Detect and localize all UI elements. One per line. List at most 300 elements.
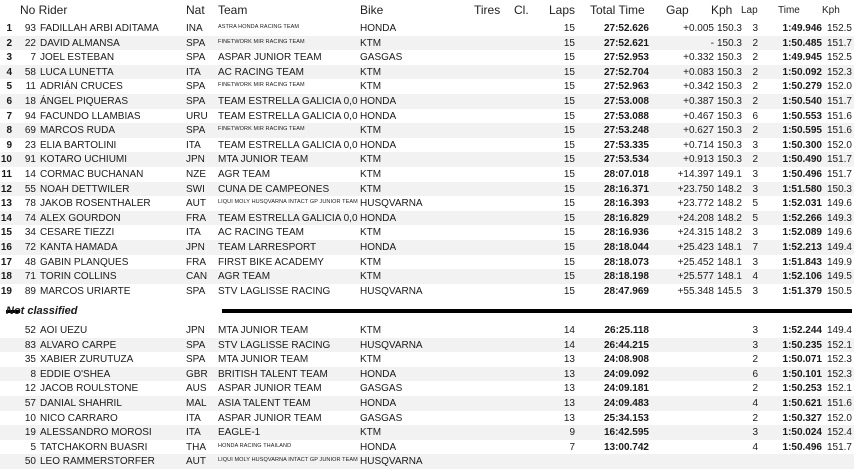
table-row[interactable] <box>0 21 854 36</box>
team-cell: LIQUI MOLY HUSQVARNA INTACT GP JUNIOR TEAM <box>218 199 358 206</box>
rider-name-cell: AOI UEZU <box>40 325 88 336</box>
rider-number-cell: 23 <box>24 139 36 151</box>
best-lap-time-cell: 1:50.235 <box>782 339 822 351</box>
header-nat: Nat <box>186 3 205 17</box>
speed-cell: 150.3 <box>716 110 742 122</box>
rider-name-cell: FACUNDO LLAMBIAS <box>40 110 141 122</box>
position-cell: 18 <box>0 271 12 283</box>
best-lap-number-cell: 2 <box>752 52 758 64</box>
best-lap-time-cell: 1:52.031 <box>782 198 822 210</box>
laps-cell: 7 <box>569 441 575 453</box>
laps-cell: 15 <box>563 242 575 253</box>
table-row[interactable] <box>0 167 854 182</box>
position-cell: 10 <box>0 154 12 166</box>
team-cell: EAGLE-1 <box>218 427 261 439</box>
rider-name-cell: JOEL ESTEBAN <box>40 52 115 64</box>
total-time-cell: 27:52.953 <box>603 52 649 64</box>
best-lap-speed-cell: 152.1 <box>826 339 852 351</box>
total-time-cell: 24:09.092 <box>603 368 649 380</box>
bike-cell: KTM <box>360 256 382 268</box>
total-time-cell: 16:42.595 <box>603 427 649 439</box>
best-lap-time-cell: 1:50.092 <box>782 66 822 78</box>
team-cell: STV LAGLISSE RACING <box>218 285 331 297</box>
rider-number-cell: 71 <box>24 271 36 283</box>
bike-cell: GASGAS <box>360 412 403 424</box>
best-lap-number-cell: 2 <box>752 154 758 166</box>
header-lap: Lap <box>741 5 758 16</box>
best-lap-time-cell: 1:50.327 <box>782 412 822 424</box>
header-tires: Tires <box>474 3 501 17</box>
table-row[interactable] <box>0 338 854 353</box>
speed-cell: 150.3 <box>716 23 742 34</box>
total-time-cell: 24:09.181 <box>603 383 649 395</box>
nationality-cell: MAL <box>186 398 207 409</box>
speed-cell: 148.2 <box>716 198 742 210</box>
position-cell: 2 <box>6 37 12 49</box>
best-lap-number-cell: 3 <box>752 427 758 439</box>
table-row[interactable] <box>0 79 854 94</box>
team-cell: MTA JUNIOR TEAM <box>218 154 309 166</box>
position-cell: 8 <box>6 125 12 137</box>
best-lap-speed-cell: 151.7 <box>826 441 852 453</box>
bike-cell: KTM <box>360 66 382 78</box>
best-lap-number-cell: 2 <box>752 383 758 395</box>
laps-cell: 15 <box>563 183 575 195</box>
speed-cell: 149.1 <box>716 169 742 180</box>
gap-cell: - <box>710 37 714 49</box>
table-row[interactable] <box>0 94 854 109</box>
laps-cell: 15 <box>563 125 575 137</box>
best-lap-time-cell: 1:50.024 <box>782 427 822 439</box>
table-row[interactable] <box>0 182 854 197</box>
best-lap-speed-cell: 152.5 <box>826 52 852 64</box>
header-best-kph: Kph <box>822 5 840 16</box>
best-lap-time-cell: 1:49.946 <box>782 23 822 34</box>
rider-name-cell: ALVARO CARPE <box>40 339 117 351</box>
team-cell: AGR TEAM <box>218 169 271 180</box>
table-row[interactable] <box>0 454 854 469</box>
rider-number-cell: 91 <box>24 154 36 166</box>
rider-name-cell: MARCOS RUDA <box>40 125 116 137</box>
laps-cell: 13 <box>563 383 575 395</box>
position-cell: 5 <box>6 81 12 93</box>
total-time-cell: 26:44.215 <box>603 339 649 351</box>
nationality-cell: SPA <box>186 37 206 49</box>
nationality-cell: AUT <box>186 456 206 468</box>
speed-cell: 148.2 <box>716 227 742 239</box>
table-row[interactable] <box>0 440 854 455</box>
bike-cell: KTM <box>360 354 382 366</box>
rider-number-cell: 5 <box>30 441 36 453</box>
team-cell: ASPAR JUNIOR TEAM <box>218 383 322 395</box>
laps-cell: 9 <box>569 427 575 439</box>
rider-name-cell: NOAH DETTWILER <box>40 183 130 195</box>
not-classified-divider <box>222 309 852 313</box>
table-row[interactable] <box>0 352 854 367</box>
total-time-cell: 27:52.621 <box>603 37 649 49</box>
best-lap-time-cell: 1:50.253 <box>782 383 822 395</box>
nationality-cell: GBR <box>186 368 208 380</box>
team-cell: MTA JUNIOR TEAM <box>218 354 309 366</box>
table-row[interactable] <box>0 367 854 382</box>
nationality-cell: JPN <box>186 325 205 336</box>
best-lap-time-cell: 1:50.101 <box>782 368 822 380</box>
rider-name-cell: DANIAL SHAHRIL <box>40 398 122 409</box>
laps-cell: 13 <box>563 412 575 424</box>
position-cell: 3 <box>6 52 12 64</box>
total-time-cell: 25:34.153 <box>603 412 649 424</box>
speed-cell: 150.3 <box>716 66 742 78</box>
rider-name-cell: DAVID ALMANSA <box>40 37 120 49</box>
team-cell: FINETWORK MIR RACING TEAM <box>218 82 305 89</box>
total-time-cell: 28:16.393 <box>603 198 649 210</box>
team-cell: AC RACING TEAM <box>218 227 304 239</box>
best-lap-time-cell: 1:52.244 <box>782 325 822 336</box>
laps-cell: 15 <box>563 198 575 210</box>
table-row[interactable] <box>0 152 854 167</box>
nationality-cell: SWI <box>186 183 205 195</box>
laps-cell: 13 <box>563 368 575 380</box>
laps-cell: 13 <box>563 398 575 409</box>
table-row[interactable] <box>0 211 854 226</box>
nationality-cell: FRA <box>186 212 206 224</box>
bike-cell: HONDA <box>360 110 397 122</box>
nationality-cell: INA <box>186 23 203 34</box>
gap-cell: +0.342 <box>683 81 714 93</box>
header-no-rider: No Rider <box>20 3 68 17</box>
team-cell: HONDA RACING THAILAND <box>218 442 292 449</box>
nationality-cell: SPA <box>186 354 206 366</box>
gap-cell: +24.208 <box>677 212 714 224</box>
gap-cell: +25.452 <box>677 256 714 268</box>
laps-cell: 15 <box>563 52 575 64</box>
gap-cell: +0.467 <box>683 110 714 122</box>
best-lap-speed-cell: 149.6 <box>826 198 852 210</box>
total-time-cell: 13:00.742 <box>603 441 649 453</box>
rider-number-cell: 58 <box>24 66 36 78</box>
speed-cell: 150.3 <box>716 96 742 107</box>
rider-number-cell: 14 <box>24 169 36 180</box>
best-lap-speed-cell: 151.7 <box>826 154 852 166</box>
best-lap-speed-cell: 149.4 <box>826 242 852 253</box>
table-row[interactable] <box>0 123 854 138</box>
gap-cell: +55.348 <box>677 285 714 297</box>
best-lap-speed-cell: 149.4 <box>826 325 852 336</box>
best-lap-speed-cell: 151.6 <box>826 398 852 409</box>
laps-cell: 13 <box>563 354 575 366</box>
team-cell: BRITISH TALENT TEAM <box>218 368 328 380</box>
best-lap-number-cell: 3 <box>752 183 758 195</box>
rider-number-cell: 72 <box>24 242 36 253</box>
rider-number-cell: 7 <box>30 52 36 64</box>
total-time-cell: 28:47.969 <box>603 285 649 297</box>
position-cell: 4 <box>6 66 12 78</box>
position-cell: 1 <box>6 23 12 34</box>
laps-cell: 15 <box>563 37 575 49</box>
best-lap-speed-cell: 152.5 <box>826 23 852 34</box>
nationality-cell: SPA <box>186 339 206 351</box>
gap-cell: +25.423 <box>677 242 714 253</box>
best-lap-speed-cell: 151.7 <box>826 169 852 180</box>
rider-name-cell: ÁNGEL PIQUERAS <box>40 96 128 107</box>
total-time-cell: 27:53.335 <box>603 139 649 151</box>
speed-cell: 150.3 <box>716 37 742 49</box>
rider-name-cell: JAKOB ROSENTHALER <box>40 198 151 210</box>
best-lap-time-cell: 1:50.279 <box>782 81 822 93</box>
best-lap-time-cell: 1:50.071 <box>782 354 822 366</box>
rider-name-cell: TORIN COLLINS <box>40 271 117 283</box>
best-lap-number-cell: 4 <box>752 271 758 283</box>
speed-cell: 150.3 <box>716 81 742 93</box>
best-lap-number-cell: 5 <box>752 212 758 224</box>
rider-number-cell: 78 <box>24 198 36 210</box>
nationality-cell: URU <box>186 110 208 122</box>
gap-cell: +0.083 <box>683 66 714 78</box>
not-classified-heading: Not classified <box>6 305 78 317</box>
best-lap-number-cell: 4 <box>752 441 758 453</box>
best-lap-speed-cell: 151.7 <box>826 37 852 49</box>
table-row[interactable] <box>0 425 854 440</box>
best-lap-time-cell: 1:52.266 <box>782 212 822 224</box>
best-lap-speed-cell: 152.0 <box>826 81 852 93</box>
laps-cell: 15 <box>563 285 575 297</box>
speed-cell: 145.5 <box>716 285 742 297</box>
rider-name-cell: FADILLAH ARBI ADITAMA <box>40 23 159 34</box>
laps-cell: 15 <box>563 169 575 180</box>
team-cell: TEAM LARRESPORT <box>218 242 317 253</box>
rider-number-cell: 12 <box>24 383 36 395</box>
laps-cell: 15 <box>563 212 575 224</box>
rider-name-cell: ADRIÁN CRUCES <box>40 81 123 93</box>
total-time-cell: 28:18.073 <box>603 256 649 268</box>
gap-cell: +0.387 <box>683 96 714 107</box>
table-row[interactable] <box>0 50 854 65</box>
team-cell: FIRST BIKE ACADEMY <box>218 256 324 268</box>
table-row[interactable] <box>0 381 854 396</box>
table-row[interactable] <box>0 225 854 240</box>
nationality-cell: AUT <box>186 198 206 210</box>
rider-number-cell: 22 <box>24 37 36 49</box>
gap-cell: +0.913 <box>683 154 714 166</box>
total-time-cell: 28:16.936 <box>603 227 649 239</box>
bike-cell: GASGAS <box>360 52 403 64</box>
table-row[interactable] <box>0 196 854 211</box>
best-lap-time-cell: 1:50.490 <box>782 154 822 166</box>
bike-cell: HONDA <box>360 242 397 253</box>
rider-number-cell: 55 <box>24 183 36 195</box>
team-cell: ASIA TALENT TEAM <box>218 398 311 409</box>
total-time-cell: 27:52.704 <box>603 66 649 78</box>
laps-cell: 14 <box>563 339 575 351</box>
best-lap-number-cell: 3 <box>752 325 758 336</box>
rider-number-cell: 83 <box>24 339 36 351</box>
laps-cell: 15 <box>563 139 575 151</box>
rider-name-cell: JACOB ROULSTONE <box>40 383 139 395</box>
best-lap-number-cell: 2 <box>752 66 758 78</box>
header-kph: Kph <box>711 3 733 17</box>
laps-cell: 15 <box>563 227 575 239</box>
bike-cell: KTM <box>360 154 382 166</box>
nationality-cell: AUS <box>186 383 207 395</box>
position-cell: 15 <box>0 227 12 239</box>
nationality-cell: JPN <box>186 154 205 166</box>
team-cell: AGR TEAM <box>218 271 271 283</box>
best-lap-time-cell: 1:50.621 <box>782 398 822 409</box>
team-cell: TEAM ESTRELLA GALICIA 0,0 <box>218 96 358 107</box>
bike-cell: GASGAS <box>360 383 403 395</box>
best-lap-number-cell: 5 <box>752 198 758 210</box>
nationality-cell: SPA <box>186 285 206 297</box>
position-cell: 12 <box>0 183 12 195</box>
best-lap-number-cell: 2 <box>752 81 758 93</box>
best-lap-number-cell: 2 <box>752 354 758 366</box>
table-row[interactable] <box>0 109 854 124</box>
best-lap-time-cell: 1:52.106 <box>782 271 822 283</box>
table-row[interactable] <box>0 323 854 338</box>
best-lap-number-cell: 3 <box>752 339 758 351</box>
bike-cell: KTM <box>360 37 382 49</box>
bike-cell: HONDA <box>360 23 397 34</box>
header-time: Time <box>778 5 800 16</box>
best-lap-speed-cell: 152.0 <box>826 412 852 424</box>
nationality-cell: THA <box>186 441 206 453</box>
rider-name-cell: XABIER ZURUTUZA <box>40 354 134 366</box>
gap-cell: +14.397 <box>677 169 714 180</box>
rider-number-cell: 52 <box>24 325 36 336</box>
team-cell: MTA JUNIOR TEAM <box>218 325 309 336</box>
bike-cell: HONDA <box>360 398 397 409</box>
team-cell: ASPAR JUNIOR TEAM <box>218 52 322 64</box>
team-cell: STV LAGLISSE RACING <box>218 339 331 351</box>
bike-cell: HUSQVARNA <box>360 198 423 210</box>
nationality-cell: JPN <box>186 242 205 253</box>
rider-name-cell: CESARE TIEZZI <box>40 227 115 239</box>
table-row[interactable] <box>0 284 854 299</box>
table-row[interactable] <box>0 411 854 426</box>
best-lap-number-cell: 6 <box>752 110 758 122</box>
team-cell: FINETWORK MIR RACING TEAM <box>218 126 305 133</box>
total-time-cell: 27:52.626 <box>603 23 649 34</box>
best-lap-speed-cell: 149.9 <box>826 256 852 268</box>
gap-cell: +25.577 <box>677 271 714 283</box>
best-lap-speed-cell: 151.7 <box>826 96 852 107</box>
team-cell: TEAM ESTRELLA GALICIA 0,0 <box>218 212 358 224</box>
best-lap-speed-cell: 151.6 <box>826 125 852 137</box>
rider-name-cell: MARCOS URIARTE <box>40 285 131 297</box>
best-lap-time-cell: 1:50.485 <box>782 37 822 49</box>
rider-number-cell: 50 <box>24 456 36 468</box>
rider-number-cell: 35 <box>24 354 36 366</box>
rider-number-cell: 89 <box>24 285 36 297</box>
position-cell: 13 <box>0 198 12 210</box>
table-row[interactable] <box>0 269 854 284</box>
best-lap-number-cell: 3 <box>752 169 758 180</box>
best-lap-speed-cell: 152.0 <box>826 139 852 151</box>
rider-name-cell: ALESSANDRO MOROSI <box>40 427 152 439</box>
nationality-cell: ITA <box>186 66 201 78</box>
team-cell: TEAM ESTRELLA GALICIA 0,0 <box>218 139 358 151</box>
team-cell: AC RACING TEAM <box>218 66 304 78</box>
best-lap-time-cell: 1:50.553 <box>782 110 822 122</box>
total-time-cell: 27:53.534 <box>603 154 649 166</box>
speed-cell: 150.3 <box>716 125 742 137</box>
table-row[interactable] <box>0 240 854 255</box>
speed-cell: 150.3 <box>716 52 742 64</box>
position-cell: 16 <box>0 242 12 253</box>
position-cell: 7 <box>6 110 12 122</box>
header-cl: Cl. <box>514 3 529 17</box>
best-lap-number-cell: 3 <box>752 285 758 297</box>
nationality-cell: ITA <box>186 139 201 151</box>
nationality-cell: ITA <box>186 427 201 439</box>
nationality-cell: FRA <box>186 256 206 268</box>
laps-cell: 15 <box>563 271 575 283</box>
total-time-cell: 28:16.371 <box>603 183 649 195</box>
rider-name-cell: NICO CARRARO <box>40 412 118 424</box>
rider-name-cell: KOTARO UCHIUMI <box>40 154 128 166</box>
best-lap-number-cell: 4 <box>752 398 758 409</box>
best-lap-number-cell: 3 <box>752 23 758 34</box>
best-lap-speed-cell: 152.3 <box>826 66 852 78</box>
table-row[interactable] <box>0 255 854 270</box>
best-lap-number-cell: 3 <box>752 139 758 151</box>
table-row[interactable] <box>0 138 854 153</box>
speed-cell: 150.3 <box>716 139 742 151</box>
best-lap-speed-cell: 152.3 <box>826 354 852 366</box>
rider-number-cell: 34 <box>24 227 36 239</box>
laps-cell: 14 <box>563 325 575 336</box>
team-cell: ASPAR JUNIOR TEAM <box>218 412 322 424</box>
rider-name-cell: CORMAC BUCHANAN <box>40 169 144 180</box>
best-lap-number-cell: 3 <box>752 256 758 268</box>
table-row[interactable] <box>0 36 854 51</box>
best-lap-speed-cell: 152.3 <box>826 368 852 380</box>
bike-cell: HONDA <box>360 368 397 380</box>
best-lap-speed-cell: 152.1 <box>826 383 852 395</box>
header-laps: Laps <box>549 3 576 17</box>
nationality-cell: NZE <box>186 169 206 180</box>
team-cell: ASTRA HONDA RACING TEAM <box>218 24 300 30</box>
header-total-time: Total Time <box>590 3 645 17</box>
laps-cell: 15 <box>563 154 575 166</box>
bike-cell: KTM <box>360 271 382 283</box>
nationality-cell: SPA <box>186 125 206 137</box>
nationality-cell: SPA <box>186 96 206 107</box>
rider-name-cell: LEO RAMMERSTORFER <box>40 456 155 468</box>
header-gap: Gap <box>666 3 689 17</box>
rider-number-cell: 57 <box>24 398 36 409</box>
bike-cell: HUSQVARNA <box>360 285 423 297</box>
best-lap-speed-cell: 149.3 <box>826 212 852 224</box>
rider-number-cell: 11 <box>25 81 36 93</box>
bike-cell: HONDA <box>360 96 397 107</box>
table-row[interactable] <box>0 65 854 80</box>
nationality-cell: SPA <box>186 81 206 93</box>
bike-cell: HONDA <box>360 139 397 151</box>
gap-cell: +0.714 <box>683 139 714 151</box>
rider-name-cell: TATCHAKORN BUASRI <box>40 441 148 453</box>
speed-cell: 148.1 <box>716 242 742 253</box>
bike-cell: KTM <box>360 81 382 93</box>
rider-name-cell: GABIN PLANQUES <box>40 256 129 268</box>
nationality-cell: ITA <box>186 227 201 239</box>
position-cell: 19 <box>0 285 12 297</box>
total-time-cell: 28:18.198 <box>603 271 649 283</box>
table-row[interactable] <box>0 396 854 411</box>
total-time-cell: 28:16.829 <box>603 212 649 224</box>
rider-number-cell: 48 <box>24 256 36 268</box>
best-lap-time-cell: 1:50.300 <box>782 139 822 151</box>
